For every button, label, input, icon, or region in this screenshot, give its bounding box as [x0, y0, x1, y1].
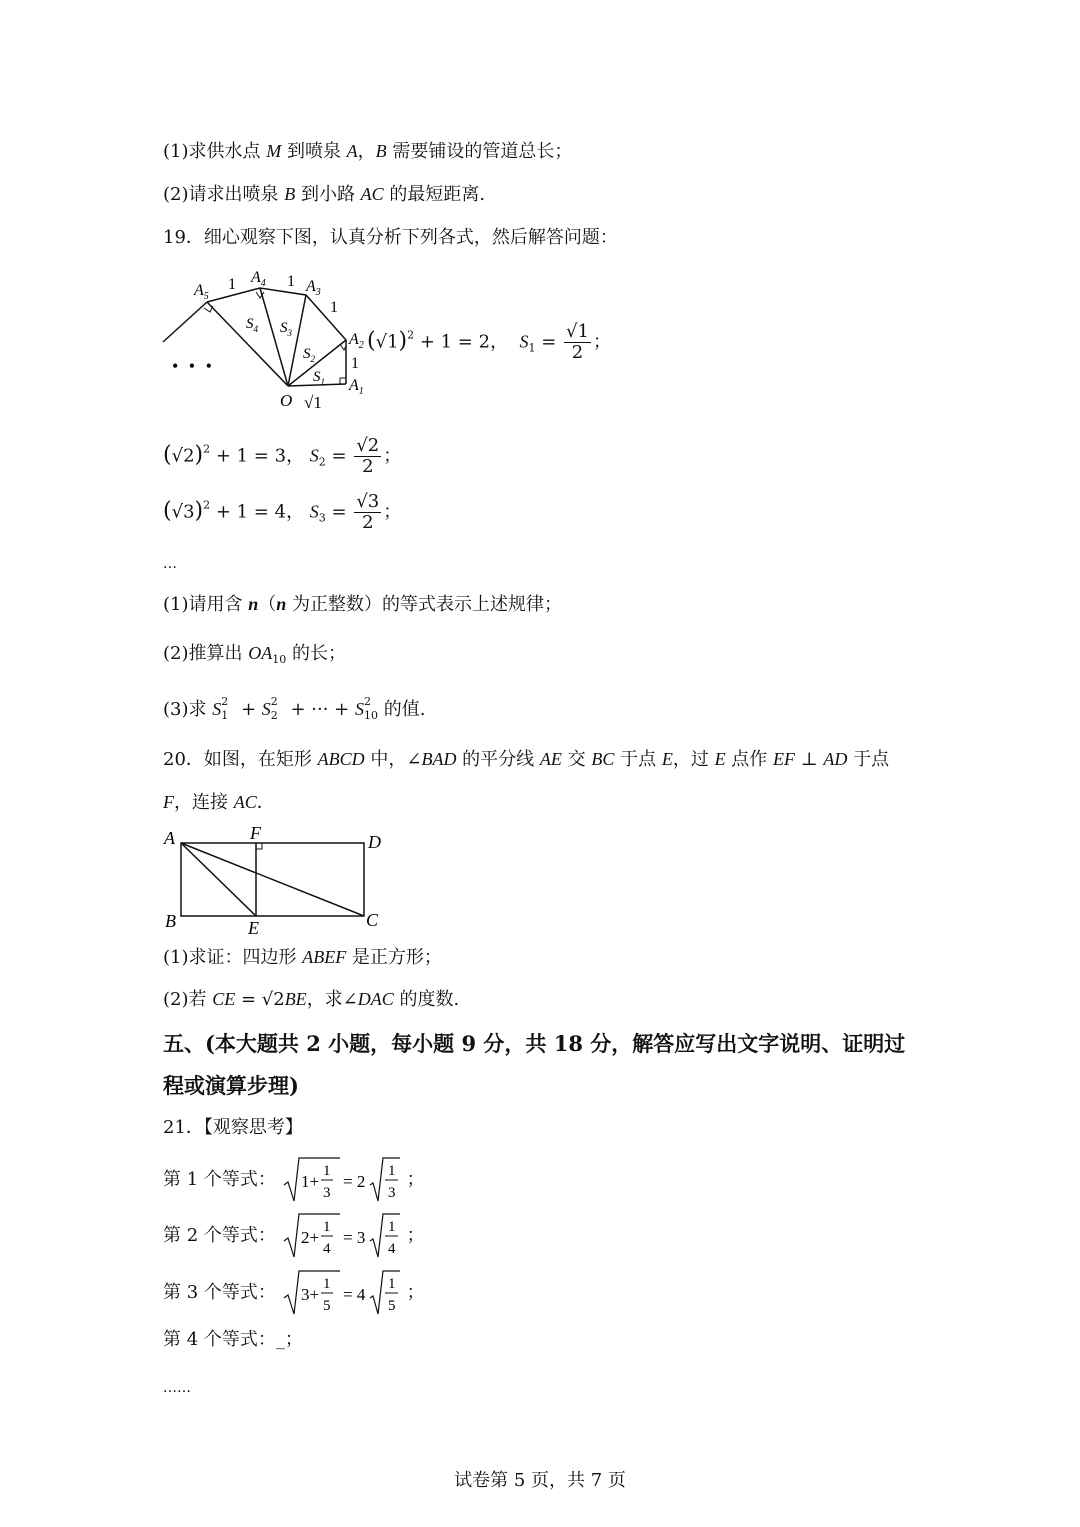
page-footer: 试卷第 5 页，共 7 页: [454, 1470, 626, 1491]
svg-text:1: 1: [387, 1276, 396, 1292]
label-D: D: [368, 832, 381, 852]
q21-eq2-math: [282, 1211, 407, 1261]
svg-text:1: 1: [322, 1163, 331, 1179]
q18-part1: (1)求供水点 M 到喷泉 A，B 需要铺设的管道总长；: [163, 141, 573, 162]
ellipsis-dots: • • •: [172, 356, 215, 376]
svg-text:= 4: = 4: [342, 1285, 365, 1304]
label-edge1-b: 1: [287, 273, 295, 290]
label-A4: $A_4$: [251, 269, 266, 289]
section5-line1: 五、(本大题共 2 小题，每小题 9 分，共 18 分，解答应写出文字说明、证明过: [163, 1031, 906, 1056]
label-sqrt1-base: √1: [304, 393, 322, 412]
label-S4: $S_4$: [246, 316, 258, 334]
svg-text:1: 1: [322, 1219, 331, 1235]
q19-eq2: $(√2)^2 + 1 = 3$， $S_2$ = $\frac{√2}{2}$ ；: [163, 435, 402, 477]
label-F: F: [250, 823, 261, 843]
q21-eq4-label: 第 4 个等式：: [163, 1329, 276, 1350]
spiral-outer-edge: [207, 288, 346, 384]
q18-part2: (2)请求出喷泉 B 到小路 AC 的最短距离.: [163, 184, 486, 205]
label-S3: $S_3$: [280, 320, 292, 338]
svg-text:1: 1: [387, 1219, 396, 1235]
label-A: A: [164, 828, 175, 848]
q19-intro: 19．细心观察下图，认真分析下列各式，然后解答问题：: [163, 227, 618, 248]
label-S2: $S_2$: [303, 346, 315, 364]
svg-text:4: 4: [387, 1241, 396, 1257]
right-angle-F: [256, 843, 262, 849]
svg-text:5: 5: [322, 1298, 331, 1314]
label-edge1-c: 1: [330, 299, 338, 316]
q21-eq2-label: 第 2 个等式：: [163, 1225, 276, 1246]
q21-ellipsis: ……: [163, 1380, 191, 1396]
q21-eq4: [163, 1329, 303, 1351]
right-angle-A2: [340, 344, 346, 350]
segment-AC: [181, 843, 364, 916]
q20-rectangle-figure: [160, 822, 390, 942]
label-A3: $A_3$: [306, 278, 321, 298]
q21-eq4-blank: _；: [275, 1329, 303, 1350]
svg-text:= 2: = 2: [342, 1172, 365, 1191]
q19-part1: (1)请用含 n（n 为正整数）的等式表示上述规律；: [163, 594, 562, 615]
svg-text:3+: 3+: [300, 1285, 319, 1304]
q19-eq1: $(√1)^2 + 1 = 2$， $S_1$ = $\frac{√1}{2}$ ；: [367, 321, 611, 363]
svg-text:2+: 2+: [300, 1228, 319, 1247]
q21-eq3: 第 3 个等式： 3+ 1 5 = 4 1 5 ；: [163, 1268, 425, 1318]
q20-intro2: F，连接 AC．: [163, 792, 275, 813]
q21-eq3-label: 第 3 个等式：: [163, 1282, 276, 1303]
segment-AE: [181, 843, 256, 916]
svg-text:= 3: = 3: [342, 1228, 365, 1247]
q20-part2: (2)若 CE = √2BE，求∠DAC 的度数.: [163, 989, 460, 1010]
label-S1: $S_1$: [313, 369, 325, 387]
svg-text:4: 4: [322, 1241, 331, 1257]
svg-text:3: 3: [322, 1185, 331, 1201]
svg-text:1: 1: [387, 1163, 396, 1179]
q20-intro1: 20．如图，在矩形 ABCD 中，∠BAD 的平分线 AE 交 BC 于点 E，过 E 点作 EF ⊥ AD 于点: [163, 749, 890, 770]
q21-eq1: 第 1 个等式： 1+ 1 3 = 2 1 3 ；: [163, 1155, 425, 1205]
section5-line2: 程或演算步理): [163, 1073, 299, 1098]
label-B: B: [165, 911, 176, 931]
q21-eq1-math: [282, 1155, 407, 1205]
label-O: O: [280, 391, 293, 410]
svg-text:3: 3: [387, 1185, 396, 1201]
label-A1: $A_1$: [349, 377, 364, 397]
q19-part2: (2)推算出 $OA_{10}$ 的长；: [163, 643, 346, 666]
q20-part1: (1)求证：四边形 ABEF 是正方形；: [163, 947, 442, 968]
svg-text:1: 1: [322, 1276, 331, 1292]
label-C: C: [366, 910, 379, 930]
q19-eq3: $(√3)^2 + 1 = 4$， $S_3$ = $\frac{√3}{2}$ ；: [163, 491, 402, 533]
q21-eq2: 第 2 个等式： 2+ 1 4 = 3 1 4 ；: [163, 1211, 425, 1261]
label-E: E: [248, 918, 259, 938]
spiral-continuation: [163, 302, 207, 342]
q21-heading: 21．【观察思考】: [163, 1117, 303, 1138]
spoke-OA3: [288, 295, 306, 386]
label-edge1-d: 1: [351, 355, 359, 372]
q21-eq1-label: 第 1 个等式：: [163, 1169, 276, 1190]
right-angle-A1: [340, 378, 346, 384]
label-edge1-a: 1: [228, 276, 236, 293]
label-A2: $A_2$: [349, 331, 364, 351]
q19-ellipsis: …: [163, 556, 177, 572]
svg-text:1+: 1+: [300, 1172, 319, 1191]
q21-eq3-math: [282, 1268, 407, 1318]
q19-part3: (3)求 S 2 1 + S 2 2 + ··· + S 2 10 的值.: [163, 695, 426, 722]
svg-text:5: 5: [387, 1298, 396, 1314]
label-A5: $A_5$: [194, 282, 209, 302]
